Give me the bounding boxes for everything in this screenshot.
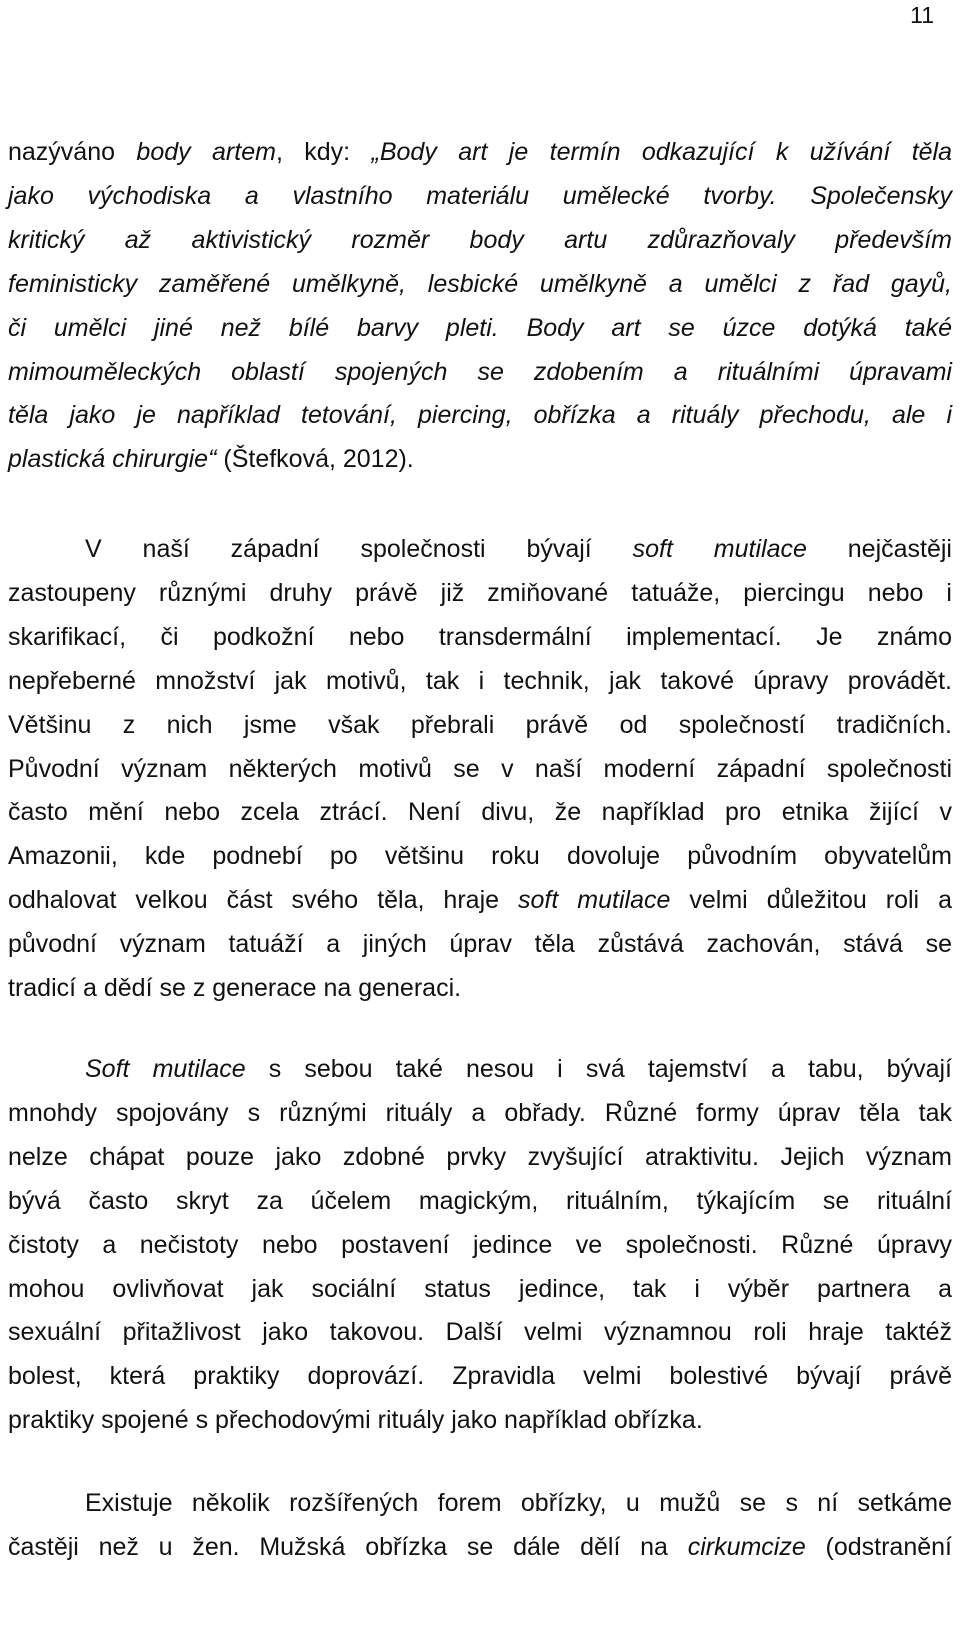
text-line — [8, 710, 952, 740]
text-line — [8, 1186, 952, 1216]
text-line — [8, 400, 952, 430]
italic-text: body artem — [136, 138, 276, 166]
text-segment: nepřeberné množství jak motivů, tak i technik, jak takové úpravy provádět. — [8, 666, 952, 695]
italic-text: cirkumcize — [687, 1532, 806, 1561]
text-line — [85, 534, 952, 564]
text-line — [8, 444, 952, 474]
italic-text: soft mutilace — [518, 886, 671, 915]
text-segment: velmi důležitou roli a — [670, 886, 952, 915]
text-line — [8, 885, 952, 915]
text-line — [8, 666, 952, 696]
text-line — [85, 1488, 952, 1518]
text-line — [8, 1230, 952, 1260]
italic-text: těla jako je například tetování, piercing, obřízka a rituály přechodu, ale i — [8, 401, 952, 430]
text-segment: nejčastěji — [806, 535, 952, 563]
text-segment: (Štefková, 2012). — [216, 445, 414, 474]
text-line — [8, 269, 952, 299]
text-line — [8, 313, 952, 343]
text-segment: , kdy: — [275, 138, 372, 166]
italic-text: jako východiska a vlastního materiálu umělecké tvorby. Společensky — [8, 181, 952, 210]
italic-text: Soft mutilace — [85, 1055, 246, 1083]
text-line — [8, 578, 952, 608]
italic-text: mimouměleckých oblastí spojených se zdobením a rituálními úpravami — [8, 357, 952, 386]
text-segment: častěji než u žen. Mužská obřízka se dále dělí na — [8, 1532, 688, 1561]
text-line — [8, 1361, 952, 1391]
text-segment: Existuje několik rozšířených forem obřízky, u mužů se s ní setkáme — [85, 1489, 952, 1517]
text-line — [8, 1098, 952, 1128]
text-segment: mnohdy spojovány s různými rituály a obřady. Různé formy úprav těla tak — [8, 1098, 952, 1127]
text-line — [8, 1532, 952, 1562]
text-segment: zastoupeny různými druhy právě již zmiňované tatuáže, piercingu nebo i — [8, 578, 952, 607]
text-segment: s sebou také nesou i svá tajemství a tabu, bývají — [245, 1055, 952, 1083]
text-line — [8, 1405, 952, 1435]
italic-text: či umělci jiné než bílé barvy pleti. Body art se úzce dotýká také — [8, 313, 952, 342]
text-line — [8, 1274, 952, 1304]
text-segment: mohou ovlivňovat jak sociální status jedince, tak i výběr partnera a — [8, 1274, 952, 1303]
italic-text: soft mutilace — [632, 535, 807, 563]
text-line — [8, 1142, 952, 1172]
text-segment: bolest, která praktiky doprovází. Zpravidla velmi bolestivé bývají právě — [8, 1362, 952, 1391]
text-line — [85, 1054, 952, 1084]
text-segment: praktiky spojené s přechodovými rituály jako například obřízka. — [8, 1406, 703, 1435]
text-segment: skarifikací, či podkožní nebo transdermální implementací. Je známo — [8, 622, 952, 651]
text-line — [8, 797, 952, 827]
text-segment: Amazonii, kde podnebí po většinu roku dovoluje původním obyvatelům — [8, 842, 952, 871]
text-line — [8, 225, 952, 255]
italic-text: plastická chirurgie“ — [8, 445, 217, 474]
text-line — [8, 1317, 952, 1347]
text-segment: původní význam tatuáží a jiných úprav těla zůstává zachován, stává se — [8, 930, 952, 959]
text-segment: nazýváno — [8, 138, 137, 166]
italic-text: feministicky zaměřené umělkyně, lesbické umělkyně a umělci z řad gayů, — [8, 269, 952, 298]
text-segment: Většinu z nich jsme však přebrali právě od společností tradičních. — [8, 710, 952, 739]
text-segment: (odstranění — [805, 1532, 952, 1561]
text-segment: nelze chápat pouze jako zdobné prvky zvyšující atraktivitu. Jejich význam — [8, 1142, 952, 1171]
text-segment: sexuální přitažlivost jako takovou. Další velmi významnou roli hraje taktéž — [8, 1318, 952, 1347]
text-line — [8, 973, 952, 1003]
page-number: 11 — [910, 2, 934, 28]
italic-text: kritický až aktivistický rozměr body artu zdůrazňovaly především — [8, 225, 952, 254]
text-line — [8, 754, 952, 784]
text-segment: V naší západní společnosti bývají — [85, 535, 633, 563]
text-segment: bývá často skryt za účelem magickým, rituálním, týkajícím se rituální — [8, 1186, 952, 1215]
text-segment: tradicí a dědí se z generace na generaci. — [8, 974, 462, 1002]
text-line — [8, 181, 952, 211]
italic-text: „Body art je termín odkazující k užívání těla — [371, 138, 953, 166]
text-segment: Původní význam některých motivů se v naší moderní západní společnosti — [8, 754, 952, 783]
text-line — [8, 841, 952, 871]
text-segment: čistoty a nečistoty nebo postavení jedince ve společnosti. Různé úpravy — [8, 1230, 952, 1259]
text-segment: odhalovat velkou část svého těla, hraje — [8, 886, 519, 915]
text-line — [8, 929, 952, 959]
text-line — [8, 137, 952, 167]
text-line — [8, 357, 952, 387]
text-segment: často mění nebo zcela ztrácí. Není divu, že například pro etnika žijící v — [8, 798, 952, 827]
text-line — [8, 622, 952, 652]
